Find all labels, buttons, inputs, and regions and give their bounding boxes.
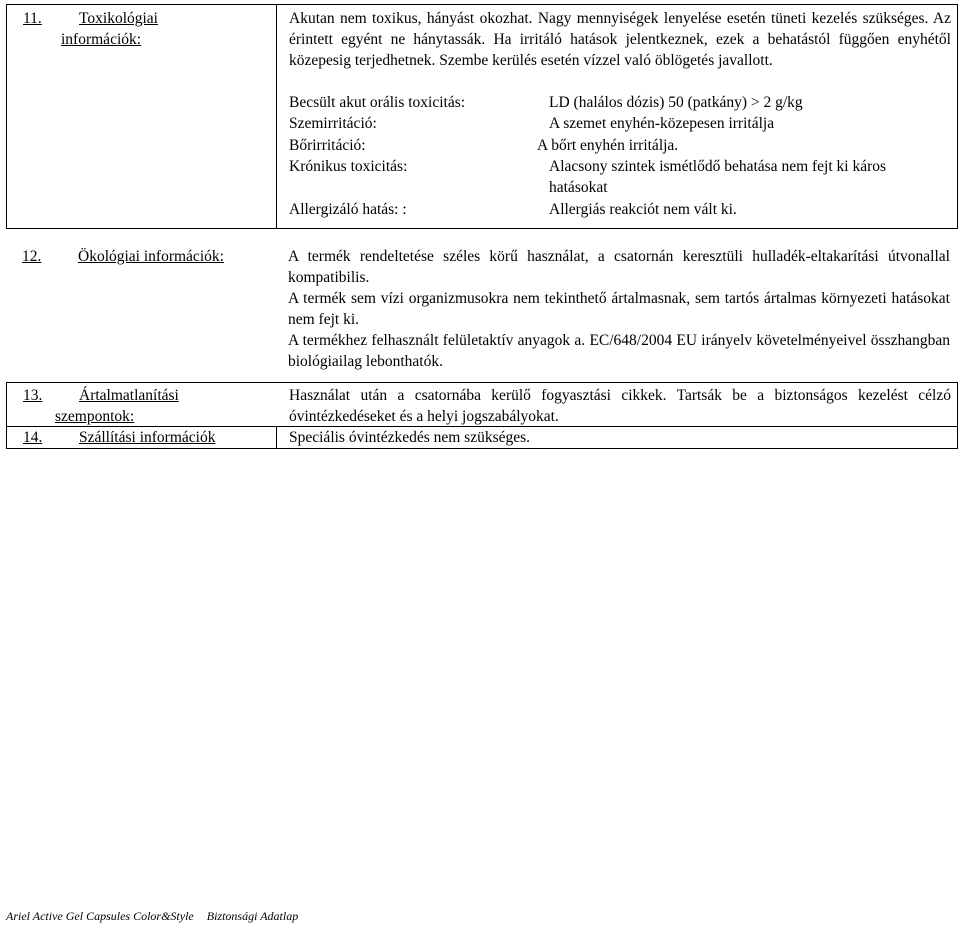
section-14-header — [7, 427, 277, 448]
section-14-number: 14. — [23, 429, 43, 446]
page-footer — [6, 906, 308, 927]
toxicity-value: A szemet enyhén-közepesen irritálja — [549, 115, 775, 132]
section-11-number: 11. — [23, 10, 42, 27]
section-13-title-line1: Ártalmatlanítási — [79, 387, 179, 404]
section-14-title: Szállítási információk — [79, 429, 216, 446]
footer-product: Ariel Active Gel Capsules Color&Style — [6, 909, 194, 923]
section-13-number: 13. — [23, 387, 43, 404]
footer-document-type: Biztonsági Adatlap — [206, 909, 299, 923]
section-12-number: 12. — [22, 248, 42, 265]
section-11-body: Akutan nem toxikus, hányást okozhat. Nagy mennyiségek lenyelése esetén tüneti kezelés szükséges. Az érintett egyént ne hánytassák. Ha irritáló hatások jelentkeznek, ezek a behatástól függően enyhétől közepesig terjedhetnek. Szembe kerülés esetén vízzel való öblögetés javallott. — [289, 10, 951, 69]
toxicity-key: Allergizáló hatás: : — [289, 201, 407, 218]
toxicity-key: Krónikus toxicitás: — [289, 158, 408, 175]
toxicity-value: Allergiás reakciót nem vált ki. — [549, 201, 737, 218]
section-11-header — [7, 5, 277, 228]
section-11 — [6, 4, 958, 229]
section-13-title-line2: szempontok: — [55, 408, 135, 425]
toxicity-value: LD (halálos dózis) 50 (patkány) > 2 g/kg — [549, 94, 803, 111]
section-11-title-line1: Toxikológiai — [79, 10, 158, 27]
section-13-header — [7, 383, 277, 427]
section-12-paragraph-3: A termékhez felhasznált felületaktív anyagok a. EC/648/2004 EU irányelv követelményeivel összhangban biológiailag lebonthatók. — [288, 332, 950, 370]
section-12 — [6, 246, 958, 376]
section-11-title-line2: információk: — [61, 31, 142, 48]
section-13-body: Használat után a csatornába kerülő fogyasztási cikkek. Tartsák be a biztonságos kezelést célzó óvintézkedéseket és a helyi jogszabályokat. — [289, 387, 951, 425]
section-12-paragraph-2: A termék sem vízi organizmusokra nem tekinthető ártalmasnak, sem tartós ártalmas környezeti hatásokat nem fejt ki. — [288, 290, 950, 328]
section-13 — [6, 382, 958, 427]
section-12-title: Ökológiai információk: — [78, 248, 224, 265]
toxicity-value: hatásokat — [549, 179, 608, 196]
toxicity-key: Becsült akut orális toxicitás: — [289, 94, 466, 111]
toxicity-key: Bőrirritáció: — [289, 137, 366, 154]
toxicity-value: Alacsony szintek ismétlődő behatása nem fejt ki káros — [549, 158, 887, 175]
section-14 — [6, 426, 958, 449]
toxicity-key: Szemirritáció: — [289, 115, 377, 132]
section-14-body: Speciális óvintézkedés nem szükséges. — [289, 429, 531, 446]
section-12-paragraph-1: A termék rendeltetése széles körű használat, a csatornán keresztüli hulladék-eltakarítási útvonallal kompatibilis. — [288, 248, 950, 286]
toxicity-value: A bőrt enyhén irritálja. — [537, 137, 679, 154]
